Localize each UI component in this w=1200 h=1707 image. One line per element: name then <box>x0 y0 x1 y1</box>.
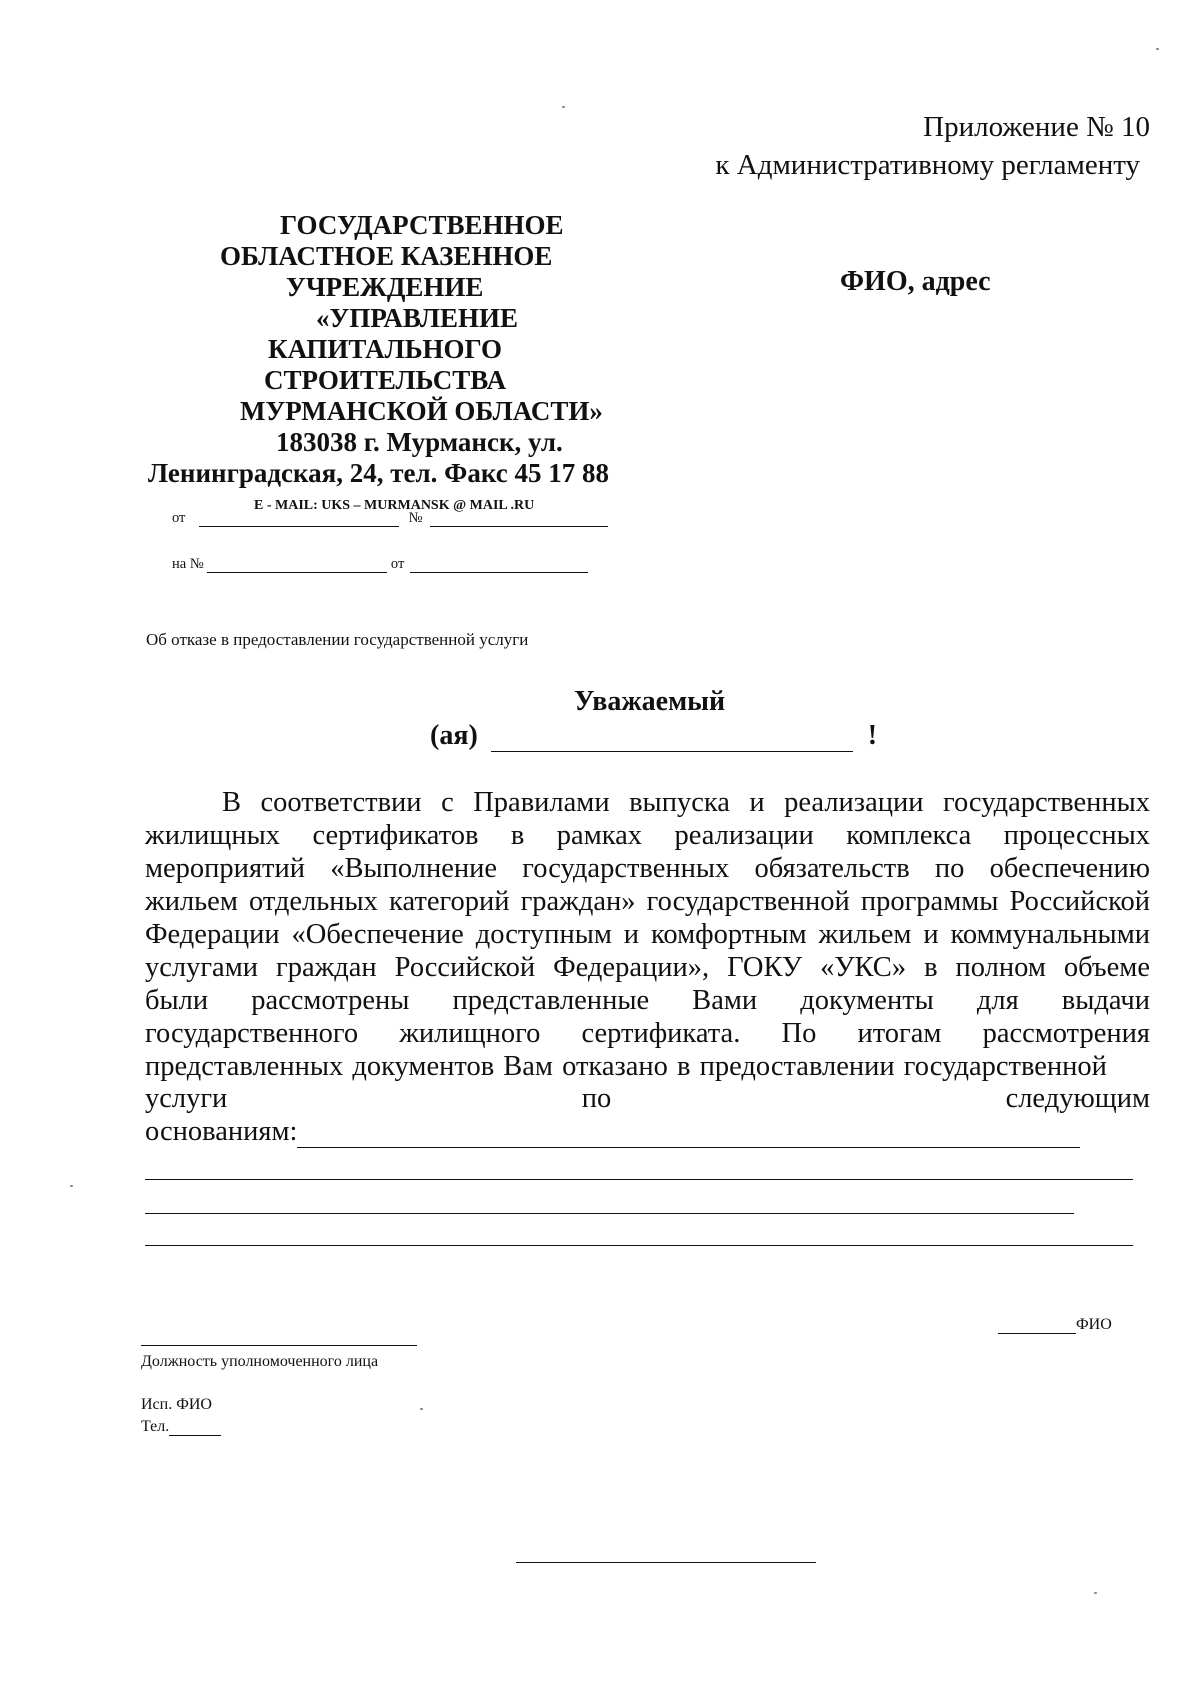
date-label: от <box>390 556 405 572</box>
org-line-5: КАПИТАЛЬНОГО <box>268 334 503 364</box>
recipient-name-blank <box>491 727 853 752</box>
annex-header <box>715 108 1148 184</box>
executor-phone <box>141 1418 221 1436</box>
signatory-fio: ФИО <box>1076 1316 1112 1333</box>
recipient-placeholder: ФИО, адрес <box>840 266 991 297</box>
signatory <box>998 1316 1112 1334</box>
org-address-2: Ленинградская, 24, тел. Факс 45 17 88 <box>148 458 609 488</box>
body-word-1: услуги <box>145 1083 228 1114</box>
body-word-3: следующим <box>1005 1083 1150 1114</box>
org-line-3: УЧРЕЖДЕНИЕ <box>286 272 484 302</box>
annex-number: Приложение № 10 <box>923 111 1150 143</box>
outgoing-reference <box>172 510 608 527</box>
org-line-4: «УПРАВЛЕНИЕ <box>316 303 518 333</box>
scan-speck <box>1156 48 1159 50</box>
in-reply-label: на № <box>172 556 204 572</box>
org-email: E - MAIL: UKS – MURMANSK @ MAIL .RU <box>254 498 535 513</box>
incoming-reference <box>172 556 588 573</box>
grounds-blank-line-3 <box>145 1213 1074 1214</box>
greeting-exclamation: ! <box>867 720 878 751</box>
footer-rule <box>516 1562 816 1563</box>
body-word-2: по <box>581 1083 612 1114</box>
position-label: Должность уполномоченного лица <box>141 1353 379 1370</box>
executor-label: Исп. ФИО <box>141 1396 212 1413</box>
letter-subject: Об отказе в предоставлении государственной услуги <box>146 630 529 649</box>
org-address-1: 183038 г. Мурманск, ул. <box>276 427 563 457</box>
signature-blank <box>998 1317 1076 1334</box>
position-blank-line <box>141 1345 417 1346</box>
incoming-number-blank <box>207 556 387 573</box>
scan-speck <box>70 1185 73 1187</box>
org-line-2: ОБЛАСТНОЕ КАЗЕННОЕ <box>220 241 553 271</box>
annex-reference: к Административному регламенту <box>715 149 1140 181</box>
grounds-blank <box>297 1121 1080 1148</box>
grounds-blank-line-2 <box>145 1179 1133 1180</box>
scan-speck <box>1094 1592 1097 1594</box>
organization-block <box>140 0 630 520</box>
outgoing-date-blank <box>199 510 399 527</box>
greeting-line-1: Уважаемый <box>574 686 726 717</box>
phone-blank <box>169 1421 221 1436</box>
greeting-suffix-label: (ая) <box>430 720 478 751</box>
greeting-line-2 <box>430 720 877 752</box>
incoming-date-blank <box>410 556 588 573</box>
grounds-label: основаниям: <box>145 1116 298 1147</box>
scan-speck <box>420 1408 423 1410</box>
grounds-blank-line-4 <box>145 1245 1133 1246</box>
body-last-line <box>145 1082 1150 1115</box>
phone-label: Тел. <box>141 1418 170 1435</box>
org-line-7: МУРМАНСКОЙ ОБЛАСТИ» <box>240 396 603 426</box>
org-line-6: СТРОИТЕЛЬСТВА <box>264 365 507 395</box>
outgoing-number-blank <box>430 510 608 527</box>
from-label: от <box>172 510 186 526</box>
scan-speck <box>562 106 565 108</box>
letter-body: В соответствии с Правилами выпуска и реализации государственных жилищных сертификатов в рамках реализации комплекса процессных мероприятий «Выполнение государственных обязательств по обеспечению жильем отдельных категорий граждан» государственной программы Российской Федерации «Обеспечение доступным и комфортным жильем и коммунальными услугами граждан Российской Федерации», ГОКУ «УКС» в полном объеме были рассмотрены представленные Вами документы для выдачи государственного жилищного сертификата. По итогам рассмотрения представленных документов Вам отказано в предоставлении государственной <box>145 787 1150 1082</box>
org-line-1: ГОСУДАРСТВЕННОЕ <box>280 210 564 240</box>
grounds-line <box>145 1115 1080 1148</box>
number-label: № <box>408 510 423 526</box>
